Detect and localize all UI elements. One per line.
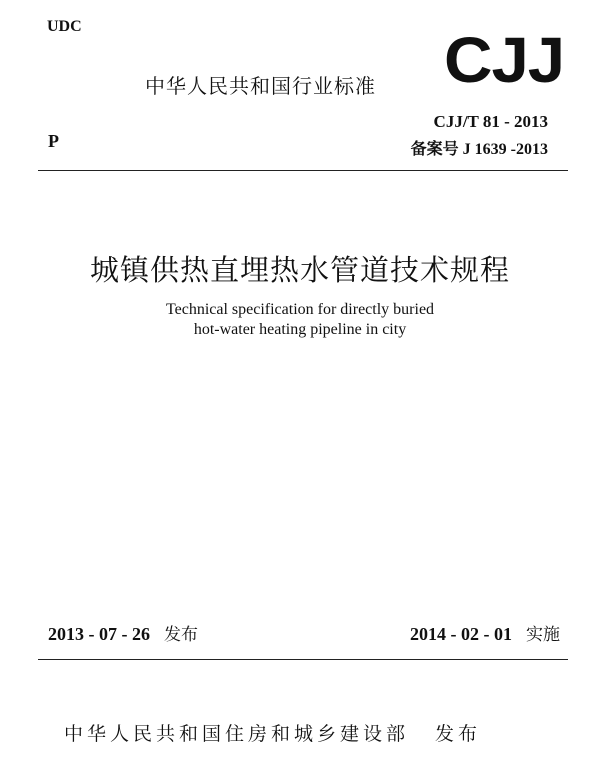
- issue-date: 2013 - 07 - 26: [48, 624, 150, 644]
- english-title-line-2: hot-water heating pipeline in city: [193, 321, 407, 338]
- udc-label: UDC: [47, 18, 82, 35]
- document-title-chinese: 城镇供热直埋热水管道技术规程: [89, 253, 510, 287]
- implementation-label: 实施: [526, 625, 560, 645]
- record-number: 备案号 J 1639 -2013: [410, 141, 548, 158]
- issue-label: 发布: [164, 625, 198, 645]
- publish-label: 发布: [435, 723, 482, 745]
- document-title-english: [0, 300, 600, 340]
- english-title-line-1: Technical specification for directly buried: [165, 301, 435, 318]
- standard-code: CJJ/T 81 - 2013: [433, 112, 548, 131]
- cjj-logo: CJJ: [444, 24, 565, 96]
- publisher-line: [64, 719, 481, 746]
- implementation-date: 2014 - 02 - 01: [410, 624, 512, 644]
- implementation-date-block: [410, 620, 560, 645]
- classification-code: P: [48, 131, 59, 151]
- header-divider: [38, 170, 568, 171]
- footer-divider: [38, 659, 568, 660]
- issue-date-block: [48, 620, 198, 645]
- industry-standard-heading: 中华人民共和国行业标准: [145, 74, 376, 98]
- publisher-name: 中华人民共和国住房和城乡建设部: [64, 723, 410, 745]
